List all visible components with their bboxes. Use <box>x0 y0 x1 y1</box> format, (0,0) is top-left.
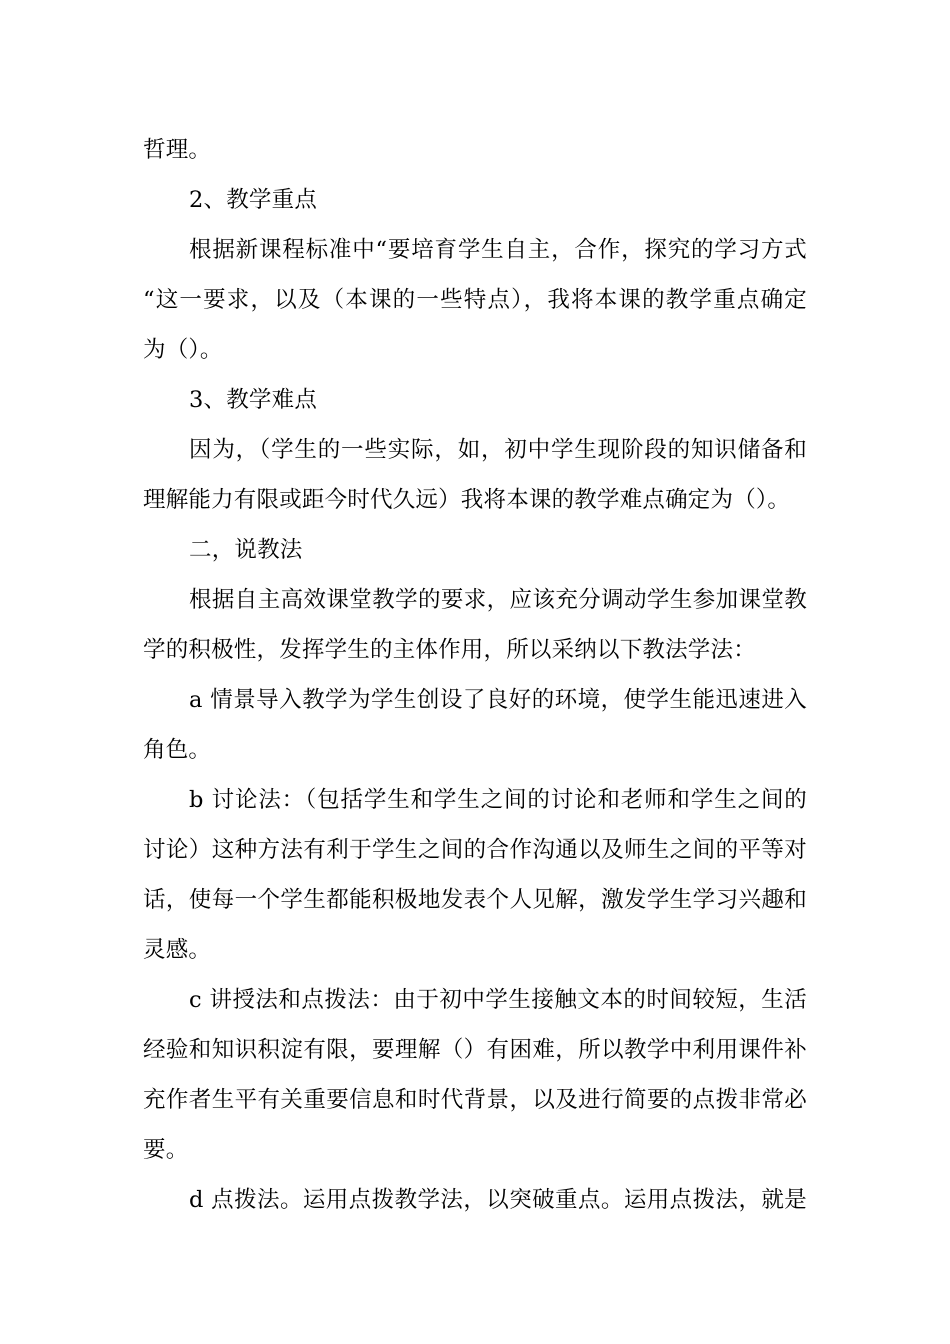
text-line: 讨论）这种方法有利于学生之间的合作沟通以及师生之间的平等对 <box>143 837 807 863</box>
text-line: 为（）。 <box>143 337 223 363</box>
text-line: a 情景导入教学为学生创设了良好的环境，使学生能迅速进入 <box>189 687 807 713</box>
text-line: 哲理。 <box>143 137 212 163</box>
text-line: c 讲授法和点拨法：由于初中学生接触文本的时间较短，生活 <box>189 987 807 1013</box>
text-line: 根据新课程标准中“要培育学生自主，合作，探究的学习方式 <box>189 237 807 263</box>
text-line: 充作者生平有关重要信息和时代背景，以及进行简要的点拨非常必 <box>143 1087 807 1113</box>
text-line: “这一要求，以及（本课的一些特点），我将本课的教学重点确定 <box>143 287 807 313</box>
text-line: 灵感。 <box>143 937 212 963</box>
section-heading: 二，说教法 <box>189 537 303 563</box>
text-line: 角色。 <box>143 737 212 763</box>
text-line: 因为，（学生的一些实际，如，初中学生现阶段的知识储备和 <box>189 437 807 463</box>
text-line: 要。 <box>143 1137 189 1163</box>
text-line: d 点拨法。运用点拨教学法，以突破重点。运用点拨法，就是 <box>189 1187 808 1213</box>
text-line: 根据自主高效课堂教学的要求，应该充分调动学生参加课堂教 <box>189 587 807 613</box>
section-heading: 3、教学难点 <box>189 387 318 413</box>
text-line: 理解能力有限或距今时代久远）我将本课的教学难点确定为（）。 <box>143 487 791 513</box>
text-line: 经验和知识积淀有限，要理解（）有困难，所以教学中利用课件补 <box>143 1037 807 1063</box>
text-line: 学的积极性，发挥学生的主体作用，所以采纳以下教法学法： <box>143 637 756 663</box>
section-heading: 2、教学重点 <box>189 187 318 213</box>
text-line: b 讨论法：（包括学生和学生之间的讨论和老师和学生之间的 <box>189 787 808 813</box>
text-line: 话，使每一个学生都能积极地发表个人见解，激发学生学习兴趣和 <box>143 887 807 913</box>
